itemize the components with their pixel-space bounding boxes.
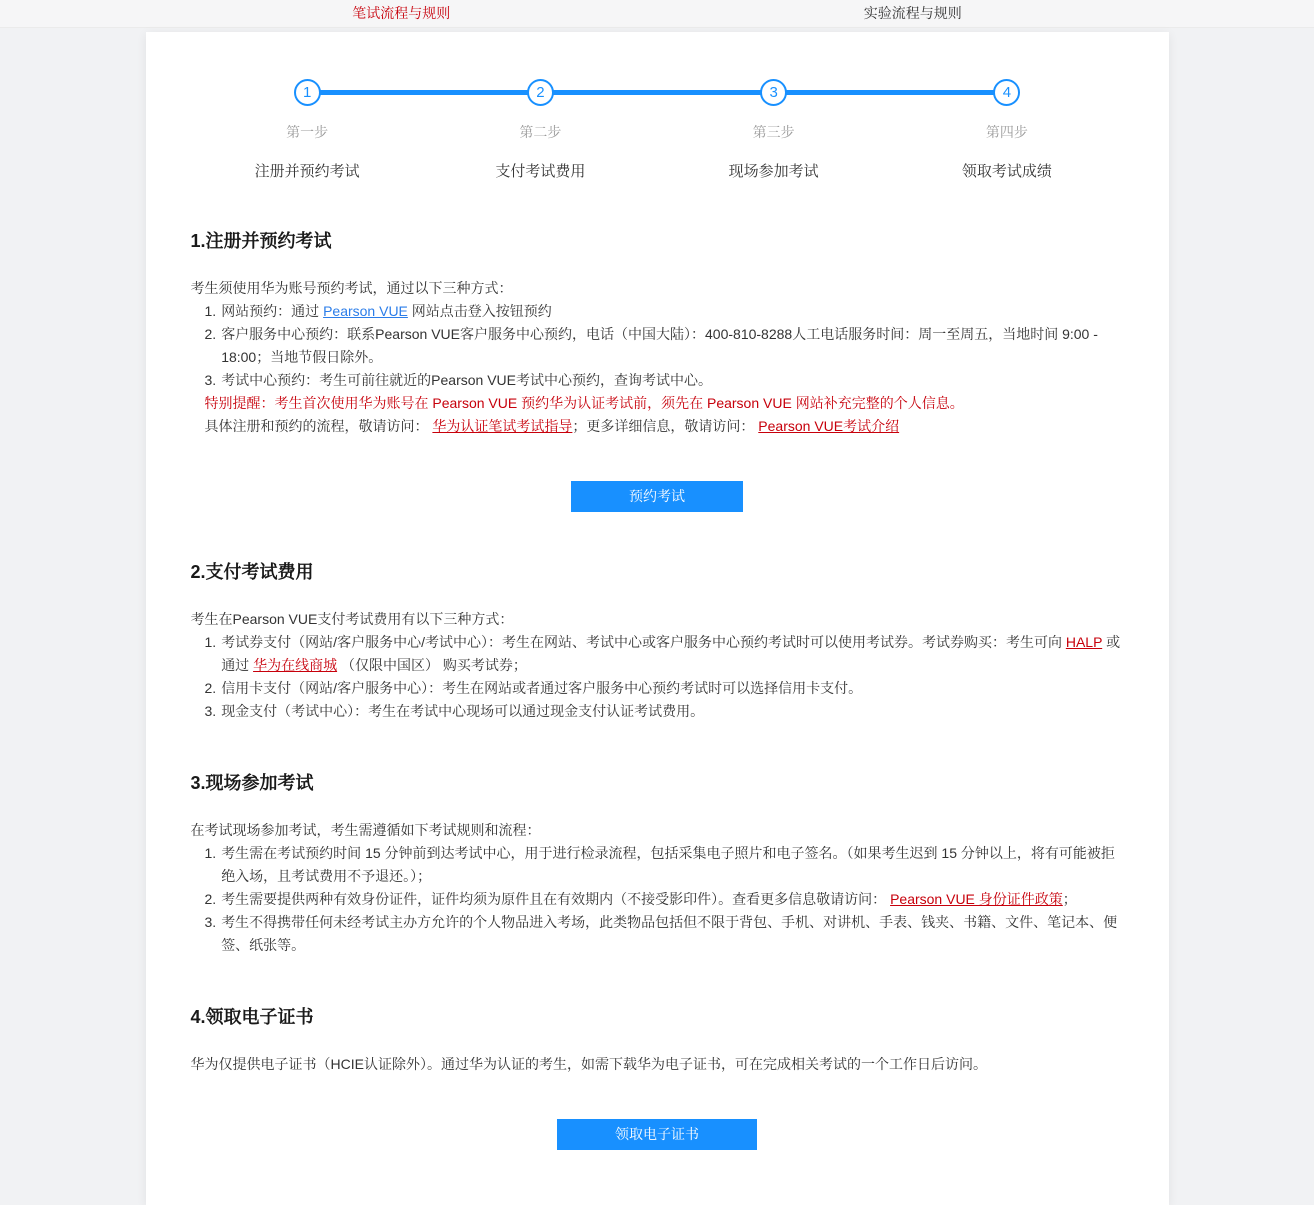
item-number: 1. <box>204 634 217 650</box>
list-item <box>205 911 1124 957</box>
list-item <box>205 323 1124 369</box>
item-text <box>221 323 1123 369</box>
text-segment: 网站点击登入按钮预约 <box>407 303 552 319</box>
section-intro: 考生须使用华为账号预约考试，通过以下三种方式： <box>190 280 513 296</box>
text-segment: （仅限中国区） 购买考试券； <box>337 657 527 673</box>
text-segment: ；更多详细信息，敬请访问： <box>572 418 759 434</box>
step-number-circle: 3 <box>760 79 787 106</box>
step-sub-label: 第二步 <box>519 124 562 140</box>
list-item <box>205 631 1124 677</box>
stepper-step-3 <box>657 79 890 181</box>
list-item <box>205 700 1124 723</box>
list-item <box>205 677 1124 700</box>
section-heading: 4.领取电子证书 <box>190 1007 314 1027</box>
book-exam-button[interactable]: 预约考试 <box>571 481 743 512</box>
section-list <box>191 842 1124 957</box>
button-row <box>191 481 1124 512</box>
list-item <box>205 300 1124 323</box>
section-3 <box>191 769 1124 957</box>
text-segment: 具体注册和预约的流程，敬请访问： <box>204 418 433 434</box>
list-item <box>205 842 1124 888</box>
item-text <box>221 842 1123 888</box>
text-segment: 考试中心预约：考生可前往就近的Pearson VUE考试中心预约，查询考试中心。 <box>221 372 713 388</box>
section-list <box>191 300 1124 392</box>
item-number: 1. <box>204 845 217 861</box>
section-intro: 华为仅提供电子证书（HCIE认证除外）。通过华为认证的考生，如需下载华为电子证书，可在完成相关考试的一个工作日后访问。 <box>190 1056 987 1072</box>
get-e-certificate-button[interactable]: 领取电子证书 <box>557 1119 757 1150</box>
item-text <box>221 911 1123 957</box>
pearson-vue-link[interactable]: Pearson VUE <box>323 303 408 319</box>
red-notice-text: 特别提醒：考生首次使用华为账号在 Pearson VUE 预约华为认证考试前，须先在 Pearson VUE 网站补充完整的个人信息。 <box>204 395 964 411</box>
stepper-step-2 <box>424 79 657 181</box>
text-segment: ； <box>1062 891 1077 907</box>
step-sub-label: 第四步 <box>985 124 1028 140</box>
step-title: 注册并预约考试 <box>254 163 360 180</box>
section-list <box>191 631 1124 723</box>
note-line <box>191 415 1124 438</box>
text-segment: 或通过 <box>221 634 1121 673</box>
item-text <box>221 700 1123 723</box>
step-number-circle: 4 <box>993 79 1020 106</box>
list-item <box>205 369 1124 392</box>
step-sub-label: 第三步 <box>752 124 795 140</box>
item-number: 3. <box>204 372 217 388</box>
section-heading: 1.注册并预约考试 <box>190 231 332 251</box>
section-heading: 2.支付考试费用 <box>190 562 314 582</box>
content-card <box>146 32 1169 1205</box>
section-1 <box>191 227 1124 512</box>
step-sub-label: 第一步 <box>286 124 329 140</box>
written-exam-guide-link[interactable]: 华为认证笔试考试指导 <box>432 418 573 434</box>
step-title: 领取考试成绩 <box>961 163 1052 180</box>
button-row <box>191 1119 1124 1150</box>
step-title: 支付考试费用 <box>495 163 586 180</box>
item-number: 2. <box>204 326 217 342</box>
text-segment: 现金支付（考试中心）：考生在考试中心现场可以通过现金支付认证考试费用。 <box>221 703 705 719</box>
step-number-circle: 1 <box>294 79 321 106</box>
section-intro: 考生在Pearson VUE支付考试费用有以下三种方式： <box>190 611 514 627</box>
item-number: 3. <box>204 703 217 719</box>
section-heading: 3.现场参加考试 <box>190 773 314 793</box>
item-number: 3. <box>204 914 217 930</box>
section-2 <box>191 558 1124 723</box>
tab-lab-exam-rules[interactable]: 实验流程与规则 <box>863 5 962 21</box>
item-number: 1. <box>204 303 217 319</box>
item-text <box>221 369 1123 392</box>
text-segment: 考生不得携带任何未经考试主办方允许的个人物品进入考场，此类物品包括但不限于背包、手机、对讲机、手表、钱夹、书籍、文件、笔记本、便签、纸张等。 <box>221 914 1118 953</box>
text-segment: 考生需要提供两种有效身份证件，证件均须为原件且在有效期内（不接受影印件）。查看更多信息敬请访问： <box>221 891 891 907</box>
note-line <box>191 392 1124 415</box>
huawei-online-store-link[interactable]: 华为在线商城 <box>253 657 338 673</box>
item-text <box>221 888 1123 911</box>
text-segment: 考生需在考试预约时间 15 分钟前到达考试中心，用于进行检录流程，包括采集电子照片和电子签名。（如果考生迟到 15 分钟以上，将有可能被拒绝入场，且考试费用不予退还。）； <box>221 845 1115 884</box>
text-segment: 考试券支付（网站/客户服务中心/考试中心）：考生在网站、考试中心或客户服务中心预约考试时可以使用考试券。考试券购买：考生可向 <box>221 634 1066 650</box>
top-tab-bar <box>0 0 1314 28</box>
sections-container <box>191 227 1124 1150</box>
item-number: 2. <box>204 891 217 907</box>
text-segment: 信用卡支付（网站/客户服务中心）：考生在网站或者通过客户服务中心预约考试时可以选择信用卡支付。 <box>221 680 863 696</box>
section-4 <box>191 1003 1124 1150</box>
section-intro: 在考试现场参加考试，考生需遵循如下考试规则和流程： <box>190 822 541 838</box>
tab-strip <box>146 0 1169 27</box>
item-text <box>221 631 1123 677</box>
halp-link[interactable]: HALP <box>1065 634 1103 650</box>
stepper-step-4 <box>890 79 1123 181</box>
step-number-circle: 2 <box>527 79 554 106</box>
pearson-vue-intro-link[interactable]: Pearson VUE考试介绍 <box>758 418 900 434</box>
text-segment: 客户服务中心预约：联系Pearson VUE客户服务中心预约，电话（中国大陆）：400-810-8288人工电话服务时间：周一至周五，当地时间 9:00 - 18:00；当地节假日除外。 <box>221 326 1098 365</box>
step-title: 现场参加考试 <box>728 163 819 180</box>
item-number: 2. <box>204 680 217 696</box>
list-item <box>205 888 1124 911</box>
exam-process-stepper <box>191 79 1124 181</box>
item-text <box>221 300 1123 323</box>
id-document-policy-link[interactable]: Pearson VUE 身份证件政策 <box>890 891 1063 907</box>
text-segment: 网站预约：通过 <box>221 303 324 319</box>
stepper-step-1 <box>191 79 424 181</box>
item-text <box>221 677 1123 700</box>
tab-written-exam-rules[interactable]: 笔试流程与规则 <box>352 5 451 21</box>
